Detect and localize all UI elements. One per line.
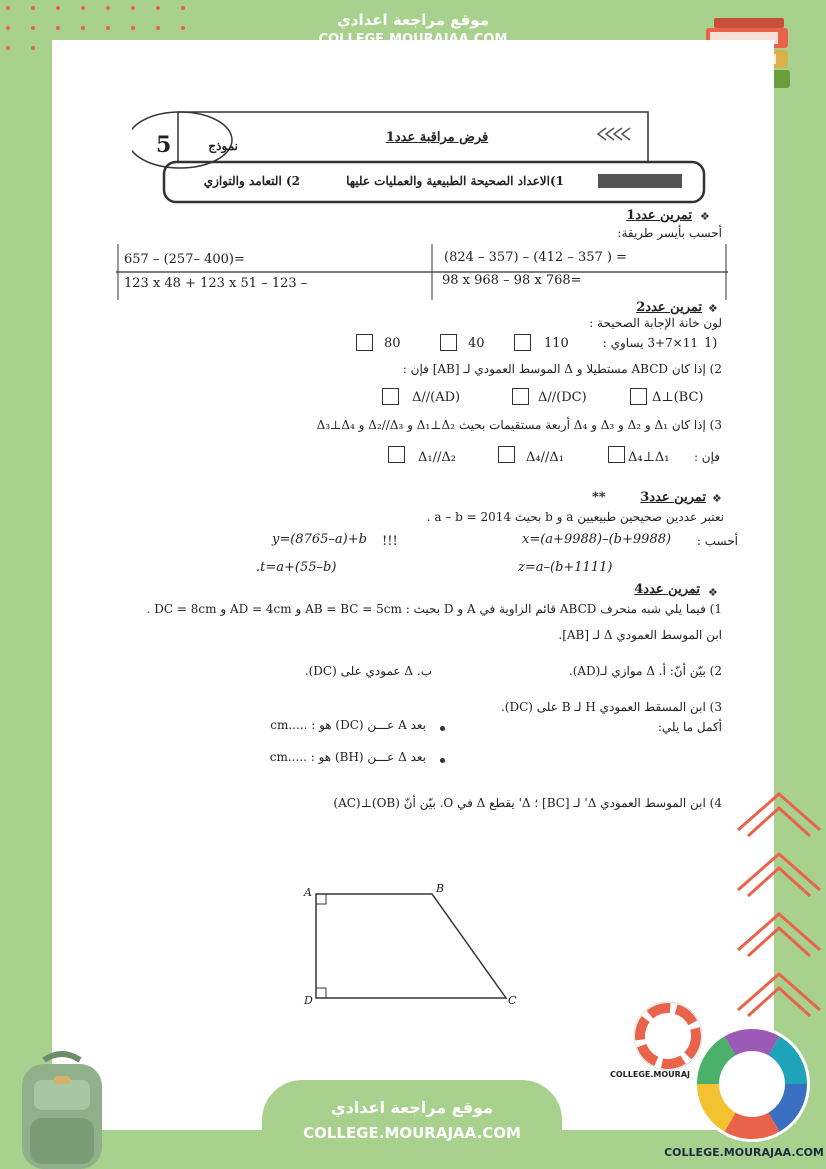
ex3-stars: ** <box>592 490 606 505</box>
expr-x: x=(a+9988)–(b+9988) <box>522 532 672 547</box>
expr-t: .t=a+(55–b) <box>256 560 337 575</box>
exam-header-frame <box>132 110 712 210</box>
logo-text: COLLEGE.MOURAJAA.COM <box>664 1146 824 1159</box>
q1-expression: 11×3+7 يساوي : <box>602 336 698 350</box>
q1-option-checkbox[interactable] <box>440 334 457 351</box>
q1-option-text: 40 <box>468 336 485 351</box>
q1-option-text: 80 <box>384 336 401 351</box>
q3-option-text: Δ₁//Δ₂ <box>418 450 456 465</box>
q3-option-checkbox[interactable] <box>608 446 625 463</box>
ex1-cell-2: (824 – 357) – (412 – 357 ) = <box>444 250 627 265</box>
q2-option-checkbox[interactable] <box>382 388 399 405</box>
ex4-bullet-1: بعد A عـــن (DC) هو : .....cm <box>270 718 426 732</box>
bullet-icon <box>440 758 445 763</box>
topic-1: 1)الاعداد الصحيحة الطبيعية والعمليات عليها <box>346 174 564 188</box>
ex4-line-2: ابن الموسط العمودي Δ لـ [AB]. <box>558 628 722 642</box>
q1-option-checkbox[interactable] <box>514 334 531 351</box>
model-number: 5 <box>156 132 172 158</box>
trapezoid-figure <box>296 882 526 1010</box>
diamond-bullet-icon: ❖ <box>712 492 722 505</box>
q3-option-text: Δ₄⊥Δ₁ <box>628 450 670 465</box>
ex1-cell-3: 123 x 48 + 123 x 51 – 123 – <box>124 276 308 291</box>
ex3-compute: أحسب : <box>696 534 738 548</box>
vertex-label-b: B <box>436 882 445 895</box>
q3-option-checkbox[interactable] <box>498 446 515 463</box>
backpack-icon <box>14 1050 110 1169</box>
q3-text: 3) إذا كان Δ₁ و Δ₂ و Δ₃ و Δ₄ أربعة مستقيمات بحيث Δ₁⊥Δ₂ و Δ₂//Δ₃ و Δ₃⊥Δ₄ <box>316 418 722 432</box>
vertex-label-a: A <box>304 886 312 899</box>
diamond-bullet-icon: ❖ <box>708 302 718 315</box>
ex2-instruction: لون خانة الإجابة الصحيحة : <box>589 316 722 330</box>
q3-option-checkbox[interactable] <box>388 446 405 463</box>
q2-option-text: Δ//(DC) <box>538 390 587 405</box>
expr-z: z=a–(b+1111) <box>518 560 613 575</box>
ex1-cell-1: 657 – (257– 400)= <box>124 252 245 267</box>
ex4-line-5: أكمل ما يلي: <box>657 720 722 734</box>
ex1-instruction: أحسب بأيسر طريقة: <box>617 226 722 240</box>
footer-title: موقع مراجعة اعدادي <box>330 1098 494 1117</box>
ex4-line-1: 1) فيما يلي شبه منحرف ABCD قائم الزاوية في A و D بحيث : AB = BC = 5cm و AD = 4cm و DC = 8cm . <box>146 602 722 616</box>
ex1-cell-4: 98 x 968 – 98 x 768= <box>442 273 582 288</box>
ex4-line-3a: 2) بيّن أنّ: أ. Δ موازي لـ(AD). <box>568 664 722 678</box>
expr-y-mark: !!! <box>382 534 398 549</box>
q3-prefix: فإن : <box>693 450 720 464</box>
diamond-bullet-icon: ❖ <box>700 210 710 223</box>
ex3-intro: نعتبر عددين صحيحين طبيعيين a و b بحيث a – b = 2014 . <box>426 510 724 524</box>
chevron-decoration <box>734 790 824 1040</box>
q1-label: 1) <box>704 336 718 351</box>
ex4-line-3b: ب. Δ عمودي على (DC). <box>304 664 432 678</box>
topic-2: 2) التعامد والتوازي <box>203 174 300 188</box>
expr-y: y=(8765–a)+b <box>272 532 367 547</box>
q1-option-text: 110 <box>544 336 569 351</box>
ex1-title: تمرين عدد1 <box>626 208 692 223</box>
footer-url[interactable]: COLLEGE.MOURAJAA.COM <box>303 1124 521 1142</box>
q2-option-text: Δ⊥(BC) <box>652 390 704 405</box>
site-logo <box>690 1022 820 1146</box>
ex4-title: تمرين عدد4 <box>634 582 700 597</box>
bullet-icon <box>440 726 445 731</box>
q2-option-checkbox[interactable] <box>512 388 529 405</box>
exam-page <box>52 40 774 1130</box>
ex4-line-4: 3) ابن المسقط العمودي H لـ B على (DC). <box>500 700 722 714</box>
model-label: نموذج <box>208 139 238 153</box>
test-title: فرض مراقبة عدد1 <box>385 130 489 145</box>
diamond-bullet-icon: ❖ <box>708 586 718 599</box>
vertex-label-c: C <box>508 994 517 1007</box>
ex3-title: تمرين عدد3 <box>640 490 706 505</box>
vertex-label-d: D <box>304 994 313 1007</box>
site-title: موقع مراجعة اعدادي <box>337 11 489 29</box>
q2-text: 2) إذا كان ABCD مستطيلا و Δ الموسط العمودي لـ [AB] فإن : <box>402 362 722 376</box>
q2-option-checkbox[interactable] <box>630 388 647 405</box>
q2-option-text: Δ//(AD) <box>412 390 461 405</box>
small-logo-text: COLLEGE.MOURAJ <box>610 1070 690 1079</box>
q1-option-checkbox[interactable] <box>356 334 373 351</box>
ex4-line-6: 4) ابن الموسط العمودي Δ' لـ [BC] ؛ Δ' يقطع Δ في O. بيّن أنّ (OB)⊥(AC) <box>333 796 722 810</box>
ex4-bullet-2: بعد Δ عـــن (BH) هو : .....cm <box>269 750 426 764</box>
ex2-title: تمرين عدد2 <box>636 300 702 315</box>
q3-option-text: Δ₄//Δ₁ <box>526 450 564 465</box>
